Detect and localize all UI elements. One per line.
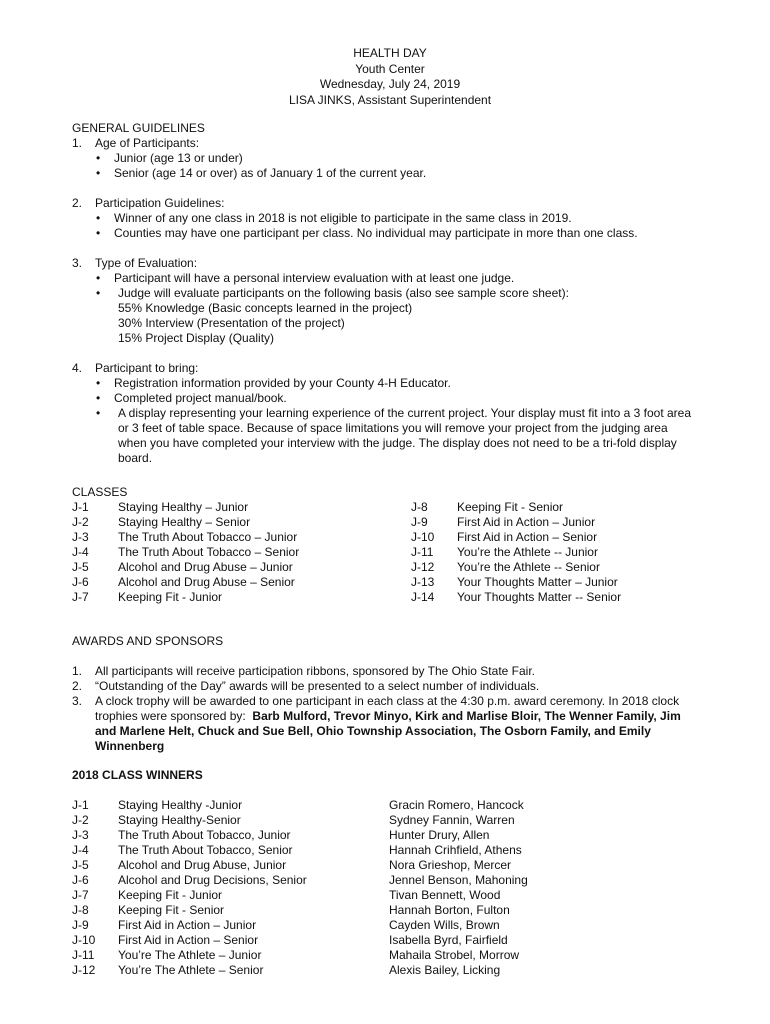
class-name: First Aid in Action – Senior <box>457 530 598 544</box>
winner-class-code: J-4 <box>72 843 89 857</box>
class-row <box>411 590 741 605</box>
guideline-item <box>72 361 712 376</box>
bullet-icon: • <box>96 376 101 390</box>
bullet-item <box>72 271 712 286</box>
winner-name: Gracin Romero, Hancock <box>389 798 524 812</box>
bullet-text: A display representing your learning experience of the current project. Your display must fit into a 3 foot area or 3 feet of table space. Because of space limitations you will remove your project from the judging area when you have completed your interview with the judge. The display does not need to be a tri-fold display board. <box>118 406 691 465</box>
class-row <box>72 500 402 515</box>
bullet-item <box>72 151 712 166</box>
winner-class-code: J-10 <box>72 933 96 947</box>
winner-row <box>72 918 712 933</box>
guideline-title: Type of Evaluation: <box>95 256 198 270</box>
winner-row <box>72 888 712 903</box>
class-code: J-4 <box>72 545 89 559</box>
bullet-item <box>72 166 712 181</box>
winners-heading-text: 2018 CLASS WINNERS <box>72 768 203 782</box>
class-name: First Aid in Action – Junior <box>457 515 596 529</box>
class-code: J-14 <box>411 590 435 604</box>
class-code: J-3 <box>72 530 89 544</box>
winner-class-code: J-5 <box>72 858 89 872</box>
class-row <box>72 560 402 575</box>
winner-name: Nora Grieshop, Mercer <box>389 858 512 872</box>
awards-section <box>72 634 712 754</box>
guideline-number: 2. <box>72 196 83 210</box>
event-contact: LISA JINKS, Assistant Superintendent <box>288 92 492 107</box>
winner-name: Tivan Bennett, Wood <box>389 888 501 902</box>
class-code: J-1 <box>72 500 89 514</box>
class-row <box>72 515 402 530</box>
bullet-icon: • <box>96 211 101 225</box>
bullet-text: Counties may have one participant per class. No individual may participate in more than one class. <box>114 226 638 240</box>
winner-name: Mahaila Strobel, Morrow <box>389 948 520 962</box>
winner-class-code: J-2 <box>72 813 89 827</box>
winner-class-code: J-7 <box>72 888 89 902</box>
winner-name: Sydney Fannin, Warren <box>389 813 515 827</box>
class-name: The Truth About Tobacco – Junior <box>118 530 298 544</box>
awards-heading: AWARDS AND SPONSORS <box>72 634 224 648</box>
winner-row <box>72 873 712 888</box>
bullet-text: Junior (age 13 or under) <box>114 151 243 165</box>
winner-class-name: Alcohol and Drug Decisions, Senior <box>118 873 307 887</box>
winner-class-code: J-8 <box>72 903 89 917</box>
class-code: J-12 <box>411 560 435 574</box>
guideline-number: 3. <box>72 256 83 270</box>
bullet-text: Completed project manual/book. <box>114 391 287 405</box>
winner-class-name: Staying Healthy -Junior <box>118 798 243 812</box>
bullet-text: Winner of any one class in 2018 is not eligible to participate in the same class in 2019. <box>114 211 572 225</box>
winner-row <box>72 798 712 813</box>
winner-class-name: First Aid in Action – Junior <box>118 918 257 932</box>
winner-row <box>72 948 712 963</box>
classes-heading: CLASSES <box>72 485 128 499</box>
winner-class-code: J-3 <box>72 828 89 842</box>
class-row <box>411 545 741 560</box>
winner-class-code: J-11 <box>72 948 95 962</box>
winner-name: Hannah Borton, Fulton <box>389 903 510 917</box>
guideline-number: 1. <box>72 136 83 150</box>
winner-class-code: J-1 <box>72 798 89 812</box>
guideline-number: 4. <box>72 361 83 375</box>
award-item <box>72 694 695 754</box>
bullet-item <box>72 211 712 226</box>
winner-row <box>72 858 712 873</box>
class-code: J-13 <box>411 575 435 589</box>
bullet-icon: • <box>96 166 101 180</box>
winner-class-name: You’re The Athlete – Junior <box>118 948 262 962</box>
score-weight: 15% Project Display (Quality) <box>118 331 275 345</box>
bullet-item <box>72 391 712 406</box>
class-name: Your Thoughts Matter -- Senior <box>457 590 622 604</box>
winner-class-name: You’re The Athlete – Senior <box>118 963 264 977</box>
event-venue: Youth Center <box>355 61 425 76</box>
bullet-item <box>72 286 712 301</box>
winner-row <box>72 963 712 978</box>
sponsor-names: Barb Mulford, Trevor Minyo, Kirk and Marlise Bloir, The Wenner Family, Jim and Marlene Helt, Chuck and Sue Bell, Ohio Township Association, The Osborn Family, and Emily Winnenberg <box>95 709 681 753</box>
winner-class-name: The Truth About Tobacco, Senior <box>118 843 293 857</box>
bullet-icon: • <box>96 391 101 405</box>
class-code: J-9 <box>411 515 428 529</box>
class-name: Staying Healthy – Junior <box>118 500 249 514</box>
guideline-item <box>72 256 712 271</box>
class-code: J-11 <box>411 545 434 559</box>
award-number: 2. <box>72 679 83 693</box>
bullet-text: Registration information provided by your County 4-H Educator. <box>114 376 451 390</box>
class-row <box>72 575 402 590</box>
winner-row <box>72 813 712 828</box>
class-code: J-5 <box>72 560 89 574</box>
winner-class-name: Keeping Fit - Junior <box>118 888 223 902</box>
score-weight: 30% Interview (Presentation of the project) <box>118 316 345 330</box>
winner-class-name: First Aid in Action – Senior <box>118 933 259 947</box>
class-code: J-2 <box>72 515 89 529</box>
classes-list-right <box>411 500 741 605</box>
winner-class-code: J-12 <box>72 963 96 977</box>
winners-heading <box>72 768 712 783</box>
bullet-text: Senior (age 14 or over) as of January 1 of the current year. <box>114 166 427 180</box>
winner-row <box>72 843 712 858</box>
guideline-title: Participation Guidelines: <box>95 196 225 210</box>
class-name: Keeping Fit - Junior <box>118 590 223 604</box>
bullet-icon: • <box>96 286 101 300</box>
winner-name: Hannah Crihfield, Athens <box>389 843 522 857</box>
class-name: Alcohol and Drug Abuse – Junior <box>118 560 293 574</box>
class-row <box>411 560 741 575</box>
winner-class-code: J-6 <box>72 873 89 887</box>
winner-class-code: J-9 <box>72 918 89 932</box>
award-number: 3. <box>72 694 83 708</box>
class-name: Your Thoughts Matter – Junior <box>457 575 618 589</box>
winner-class-name: Alcohol and Drug Abuse, Junior <box>118 858 287 872</box>
class-name: You’re the Athlete -- Junior <box>457 545 598 559</box>
winner-row <box>72 828 712 843</box>
bullet-item <box>72 376 712 391</box>
award-text: A clock trophy will be awarded to one participant in each class at the 4:30 p.m. award ceremony. In 2018 clock trophies were sponsored by: <box>95 694 680 723</box>
award-number: 1. <box>72 664 83 678</box>
class-row <box>411 530 741 545</box>
class-row <box>72 590 402 605</box>
class-name: Keeping Fit - Senior <box>457 500 564 514</box>
bullet-icon: • <box>96 271 101 285</box>
bullet-icon: • <box>96 226 101 240</box>
class-row <box>411 575 741 590</box>
document-header <box>0 46 770 108</box>
winner-name: Cayden Wills, Brown <box>389 918 500 932</box>
event-date: Wednesday, July 24, 2019 <box>319 77 461 91</box>
class-code: J-6 <box>72 575 89 589</box>
bullet-item <box>72 226 712 241</box>
class-row <box>411 515 741 530</box>
class-name: Staying Healthy – Senior <box>118 515 251 529</box>
winner-row <box>72 903 712 918</box>
winner-class-name: The Truth About Tobacco, Junior <box>118 828 291 842</box>
class-name: The Truth About Tobacco – Senior <box>118 545 300 559</box>
winner-name: Alexis Bailey, Licking <box>389 963 501 977</box>
guidelines-heading: GENERAL GUIDELINES <box>72 121 205 135</box>
guideline-item <box>72 196 712 211</box>
winner-name: Jennel Benson, Mahoning <box>389 873 528 887</box>
class-code: J-8 <box>411 500 428 514</box>
winner-class-name: Staying Healthy-Senior <box>118 813 241 827</box>
class-row <box>72 530 402 545</box>
score-weight: 55% Knowledge (Basic concepts learned in the project) <box>118 301 413 315</box>
award-text: “Outstanding of the Day” awards will be presented to a select number of individuals. <box>95 679 540 693</box>
event-title: HEALTH DAY <box>353 46 427 60</box>
award-item <box>72 664 712 679</box>
award-text: All participants will receive participation ribbons, sponsored by The Ohio State Fair. <box>95 664 535 678</box>
bullet-text: Participant will have a personal interview evaluation with at least one judge. <box>114 271 515 285</box>
award-item <box>72 679 712 694</box>
guideline-item <box>72 136 712 151</box>
class-name: You’re the Athlete -- Senior <box>457 560 600 574</box>
class-name: Alcohol and Drug Abuse – Senior <box>118 575 295 589</box>
guideline-title: Age of Participants: <box>95 136 200 150</box>
bullet-item <box>72 406 696 466</box>
winner-class-name: Keeping Fit - Senior <box>118 903 225 917</box>
winner-name: Isabella Byrd, Fairfield <box>389 933 508 947</box>
bullet-icon: • <box>96 151 101 165</box>
bullet-text: Judge will evaluate participants on the following basis (also see sample score sheet): <box>118 286 569 300</box>
class-row <box>411 500 741 515</box>
class-code: J-10 <box>411 530 435 544</box>
guideline-title: Participant to bring: <box>95 361 199 375</box>
general-guidelines-section <box>72 121 712 466</box>
winners-table <box>72 798 712 978</box>
class-code: J-7 <box>72 590 89 604</box>
winner-row <box>72 933 712 948</box>
classes-list-left <box>72 500 402 605</box>
class-row <box>72 545 402 560</box>
winner-name: Hunter Drury, Allen <box>389 828 490 842</box>
bullet-icon: • <box>96 406 101 420</box>
